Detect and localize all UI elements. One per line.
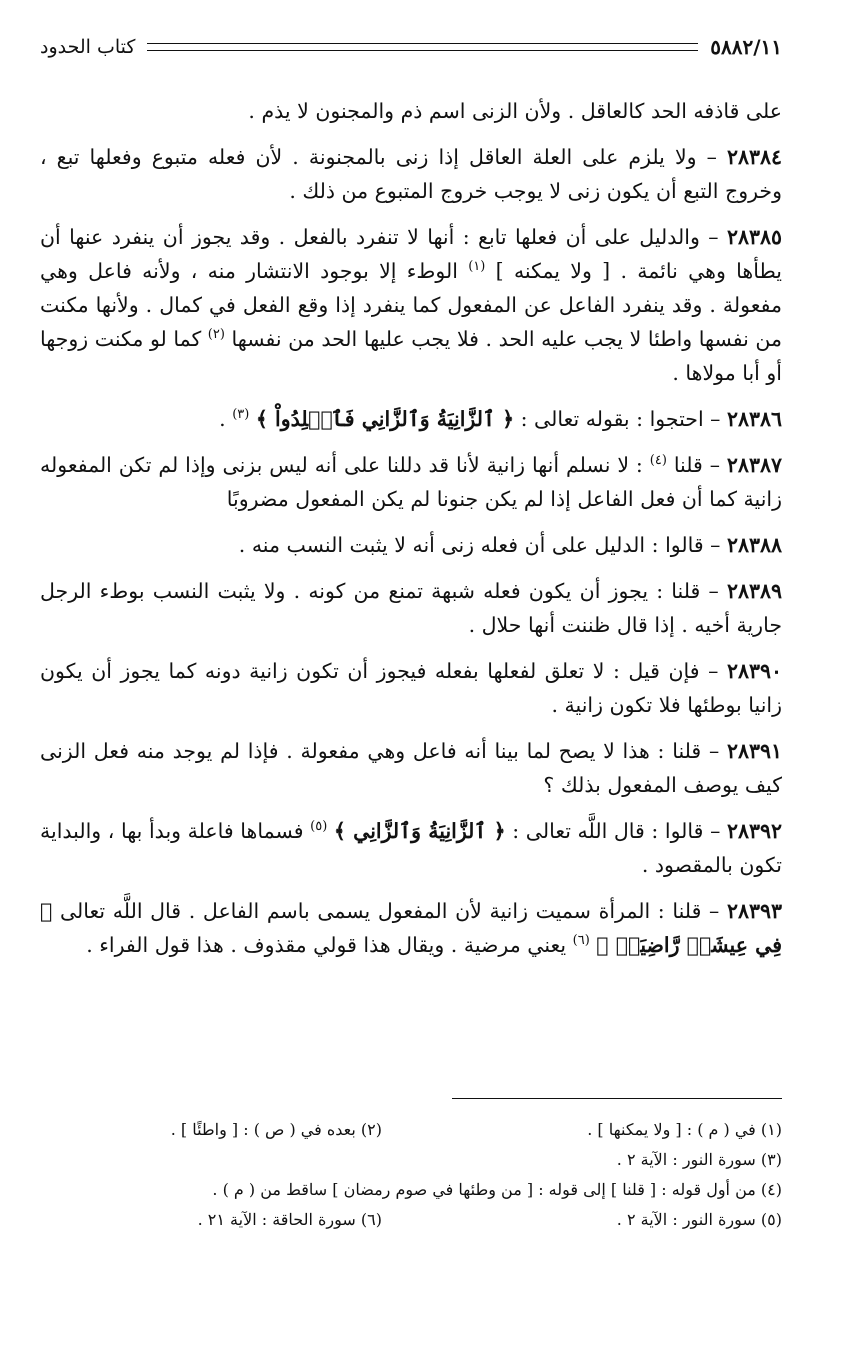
paragraph-28384 (40, 140, 782, 208)
footnote-ref: (٤) (649, 453, 667, 469)
paragraph-text: – قالوا : قال اللَّه تعالى : (505, 819, 727, 843)
paragraph-text: – ولا يلزم على العلة العاقل إذا زنى بالمجنونة . لأن فعله متبوع وفعلها تبع ، وخروج التبع أن يكون زنى لا يوجب خروج المتبوع من ذلك . (40, 145, 782, 203)
paragraph-28385 (40, 220, 782, 390)
paragraph-28393 (40, 894, 782, 962)
paragraph-text: كما لو مكنت زوجها أو أبا مولاها . (40, 327, 782, 385)
paragraph-28390 (40, 654, 782, 722)
paragraph-number: ٢٨٣٩١ (726, 739, 782, 763)
paragraph-text: : لا نسلم أنها زانية لأنا قد دللنا على أنه ليس بزنى وإذا لم تكن المفعوله زانية كما أن فعل الفاعل إذا لم يكن جنونا لم يكن المفعول مضروبًا (40, 453, 782, 511)
footnote-2: (٢) بعده في ( ص ) : [ واطئًا ] . (170, 1120, 382, 1139)
paragraph-number: ٢٨٣٨٤ (726, 145, 782, 169)
footnote-5: (٥) سورة النور : الآية ٢ . (616, 1210, 782, 1229)
footnote-4: (٤) من أول قوله : [ قلنا ] إلى قوله : [ من وطئها في صوم رمضان ] ساقط من ( م ) . (212, 1180, 782, 1199)
paragraph-number: ٢٨٣٩٢ (726, 819, 782, 843)
quran-verse: ﴿ ٱلزَّانِيَةُ وَٱلزَّانِي ﴾ (333, 819, 506, 843)
footnote-1: (١) في ( م ) : [ ولا يمكنها ] . (587, 1120, 782, 1139)
paragraph-28387 (40, 448, 782, 516)
paragraph-number: ٢٨٣٨٩ (726, 579, 783, 603)
page (40, 30, 782, 1320)
paragraph-text: – قالوا : الدليل على أن فعله زنى أنه لا يثبت النسب منه . (238, 533, 727, 557)
quran-verse: ﴿ ٱلزَّانِيَةُ وَٱلزَّانِي فَٱجۡلِدُواْ ﴾ (255, 407, 515, 431)
paragraph-28392 (40, 814, 782, 882)
paragraph-text: – فإن قيل : لا تعلق لفعلها بفعله فيجوز أن تكون زانية دونه كما يجوز أن يكون زانيا بوطئها فلا تكون زانية . (40, 659, 782, 717)
paragraph-number: ٢٨٣٨٨ (726, 533, 782, 557)
paragraph-text: – قلنا : هذا لا يصح لما بينا أنه فاعل وهي مفعولة . فإذا لم يوجد منه فعل الزنى كيف يوصف المفعول بذلك ؟ (40, 739, 782, 797)
paragraph-text: – احتجوا : بقوله تعالى : (514, 407, 727, 431)
footnote-ref: (٢) (207, 327, 225, 343)
footnote-divider (452, 1098, 782, 1099)
footnote-ref: (٣) (232, 407, 250, 423)
paragraph-28389 (40, 574, 782, 642)
paragraph-28388 (40, 528, 782, 562)
main-text (40, 94, 782, 962)
paragraph-text: . (219, 407, 233, 431)
paragraph-number: ٢٨٣٨٧ (726, 453, 782, 477)
paragraph-number: ٢٨٣٨٥ (726, 225, 783, 249)
footnote-row (40, 1145, 782, 1175)
paragraph-text: على قاذفه الحد كالعاقل . ولأن الزنى اسم ذم والمجنون لا يذم . (248, 99, 782, 123)
footnote-ref: (٥) (310, 819, 328, 835)
paragraph-28386 (40, 402, 782, 436)
paragraph-text: الوطء إلا بوجود الانتشار منه ، ولأنه فاعل وهي مفعولة . وقد ينفرد الفاعل عن المفعول كما ينفرد إذا وقع الفعل في كمال . ولأنها مكنت من نفسها واطئا لا يجب عليه الحد . فلا يجب عليها الحد من نفسها (40, 259, 782, 351)
footnote-row (40, 1115, 782, 1145)
paragraph-text: – قلنا : يجوز أن يكون فعله شبهة تمنع من كونه . ولا يثبت النسب بوطء الرجل جارية أخيه . إذا قال ظننت أنها حلال . (40, 579, 782, 637)
paragraph-text: – قلنا : المرأة سميت زانية لأن المفعول يسمى باسم الفاعل . قال اللَّه تعالى (52, 899, 727, 923)
paragraph-continuation (40, 94, 782, 128)
paragraph-28391 (40, 734, 782, 802)
footnotes (40, 1115, 782, 1235)
quran-verse: ﴿ فِي عِيشَةٖ رَّاضِيَةٖ ﴾ (40, 899, 782, 957)
paragraph-text: – قلنا (673, 453, 727, 477)
footnote-6: (٦) سورة الحاقة : الآية ٢١ . (197, 1210, 382, 1229)
footnote-ref: (١) (468, 259, 486, 275)
page-header (40, 30, 782, 64)
paragraph-number: ٢٨٣٩٣ (726, 899, 782, 923)
paragraph-number: ٢٨٣٨٦ (726, 407, 782, 431)
book-title: كتاب الحدود (40, 36, 136, 58)
paragraph-text: فسماها فاعلة وبدأ بها ، والبداية تكون بالمقصود . (40, 819, 782, 877)
footnote-row (40, 1175, 782, 1205)
footnote-ref: (٦) (572, 933, 590, 949)
footnote-row (40, 1205, 782, 1235)
paragraph-text: – والدليل على أن فعلها تابع : أنها لا تنفرد بالفعل . وقد يجوز أن ينفرد عنها أن يطأها وهي نائمة . [ ولا يمكنه ] (40, 225, 782, 283)
paragraph-number: ٢٨٣٩٠ (726, 659, 782, 683)
paragraph-text: يعني مرضية . ويقال هذا قولي مقذوف . هذا قول الفراء . (86, 933, 573, 957)
footnote-3: (٣) سورة النور : الآية ٢ . (616, 1150, 782, 1169)
page-number: ٥٨٨٢/١١ (710, 35, 782, 59)
header-rule (147, 43, 698, 51)
